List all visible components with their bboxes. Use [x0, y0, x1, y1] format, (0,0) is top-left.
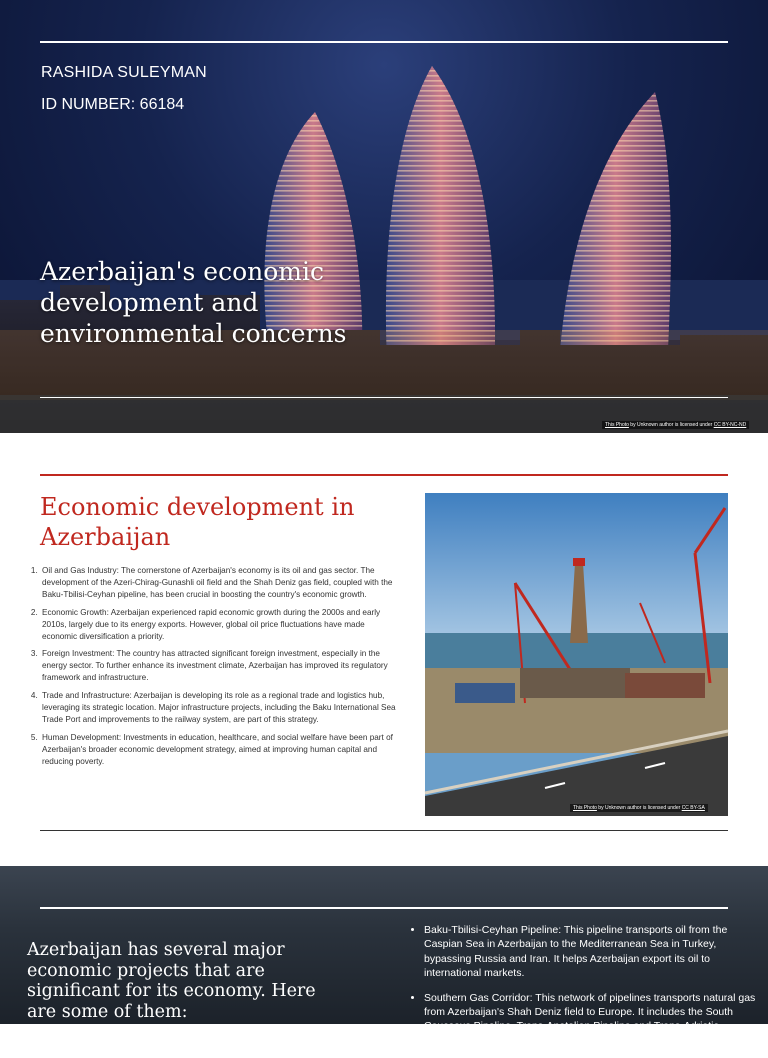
slide-heading: Economic development in Azerbaijan: [40, 493, 355, 551]
list-item: • Southern Gas Corridor: This network of pipelines transports natural gas from Azerbaijan's Shah Deniz field to Europe. It includes the South Caucasus Pipeline, Trans-Anatolian Pipeline and Trans-Adriatic Pipeline.: [424, 991, 759, 1049]
bottom-rule: [40, 830, 728, 831]
development-list: [24, 565, 396, 774]
list-item: • Baku-Tbilisi-Ceyhan Pipeline: This pipeline transports oil from the Caspian Sea in Azerbaijan to the Mediterranean Sea in Turkey, bypassing Russia and Iran. It helps Azerbaijan export its oil to international markets.: [424, 923, 759, 981]
list-item: 4. Trade and Infrastructure: Azerbaijan is developing its role as a regional trade and logistics hub, leveraging its strategic location. Major infrastructure projects, including the Baku International Sea Trade Port and improvements to the railway system, are part of this strategy.: [40, 690, 396, 726]
heading-rule: [40, 474, 728, 476]
oil-rig-photo: [425, 493, 728, 816]
top-rule: [40, 907, 728, 909]
economic-projects-slide: [0, 866, 768, 1047]
economic-development-slide: [0, 452, 768, 852]
photo-credit-link[interactable]: This Photo: [573, 805, 597, 811]
photo-credit-link[interactable]: This Photo: [605, 422, 629, 428]
slide-heading: Azerbaijan has several major economic projects that are significant for its economy. Here are some of them:: [27, 940, 316, 1022]
photo-credit: [570, 804, 708, 812]
author-name: RASHIDA SULEYMAN: [41, 64, 207, 81]
title-slide: [0, 0, 768, 433]
list-item: 3. Foreign Investment: The country has attracted significant foreign investment, especially in the energy sector. To further enhance its investment climate, Azerbaijan has improved its regulatory framework and infrastructure.: [40, 648, 396, 684]
license-link[interactable]: CC BY-SA: [681, 805, 705, 811]
photo-credit-text: by Unknown author is licensed under: [628, 422, 714, 428]
photo-credit-text: by Unknown author is licensed under: [596, 805, 682, 811]
top-rule: [40, 41, 728, 43]
list-item: 2. Economic Growth: Azerbaijan experienced rapid economic growth during the 2000s and early 2010s, largely due to its energy exports. However, global oil price fluctuations have made economic diversification a priority.: [40, 607, 396, 643]
projects-list: [408, 923, 759, 1058]
photo-credit: [602, 421, 749, 429]
list-item: 1. Oil and Gas Industry: The cornerstone of Azerbaijan's economy is its oil and gas sector. The development of the Azeri-Chirag-Gunashli oil field and the Shah Deniz gas field, coupled with the Baku-Tbilisi-Ceyhan pipeline, has been crucial in boosting the country's economic growth.: [40, 565, 396, 601]
presentation-title: Azerbaijan's economic development and environmental concerns: [40, 257, 347, 348]
bottom-rule: [40, 397, 728, 398]
list-item: 5. Human Development: Investments in education, healthcare, and social welfare have been part of Azerbaijan's broader economic development strategy, aimed at improving human capital and reducing poverty.: [40, 732, 396, 768]
id-number: ID NUMBER: 66184: [41, 96, 185, 113]
license-link[interactable]: CC BY-NC-ND: [713, 422, 747, 428]
